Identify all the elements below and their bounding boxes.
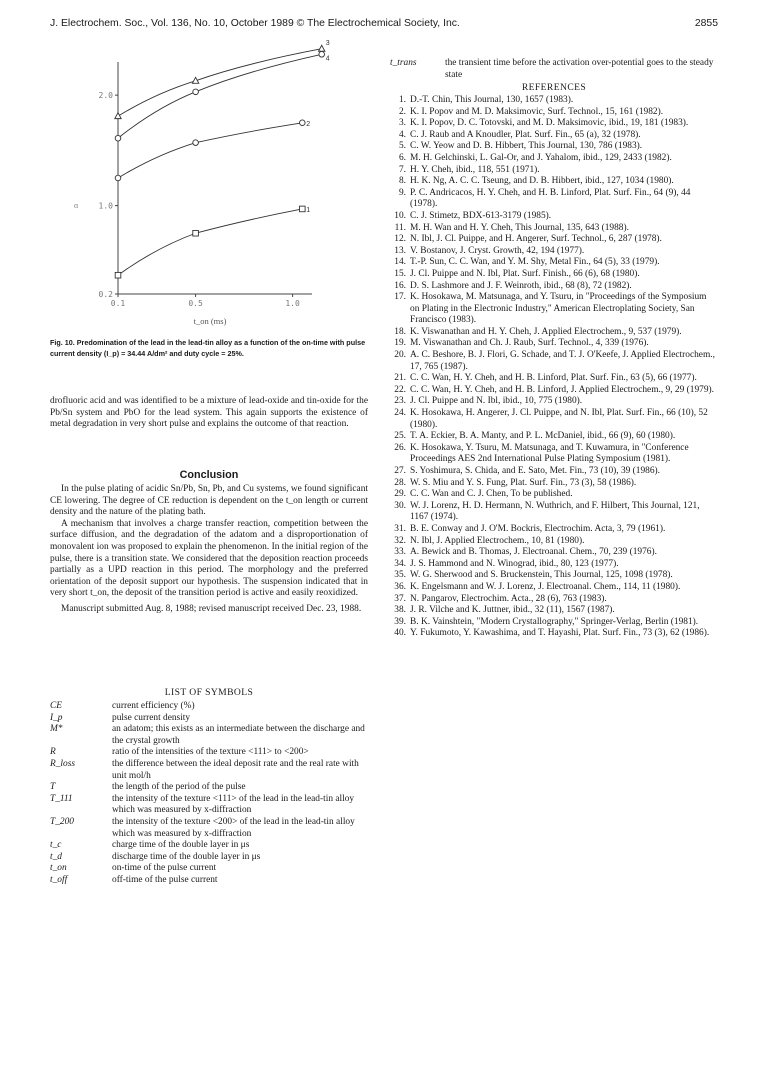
reference-item (390, 547, 718, 559)
series-1 (115, 206, 310, 278)
reference-text: C. J. Raub and A Knoudler, Plat. Surf. Fin., 65 (a), 32 (1978). (410, 129, 641, 140)
reference-text: K. I. Popov, D. C. Totovski, and M. D. Maksimovic, ibid., 19, 181 (1983). (410, 118, 689, 129)
reference-item (390, 536, 718, 548)
reference-number: 5. (398, 141, 406, 152)
reference-item (390, 246, 718, 258)
reference-item (390, 617, 718, 629)
reference-item (390, 524, 718, 536)
reference-item (390, 338, 718, 350)
reference-number: 17. (394, 292, 406, 303)
page-number: 2855 (694, 18, 718, 29)
symbol-name: CE (50, 701, 62, 711)
reference-item (390, 559, 718, 571)
reference-number: 34. (394, 558, 406, 569)
reference-text: M. Viswanathan and Ch. J. Raub, Surf. Technol., 4, 339 (1976). (410, 338, 649, 349)
reference-item (390, 130, 718, 142)
symbol-name: t_trans (390, 58, 417, 68)
reference-text: J. Cl. Puippe and N. Ibl, Plat. Surf. Finish., 66 (6), 68 (1980). (410, 268, 640, 279)
symbol-description: the intensity of the texture <111> of the lead in the lead-tin alloy which was measured by x-diffraction (112, 793, 355, 816)
reference-item (390, 118, 718, 130)
series-label: 3 (325, 39, 330, 47)
reference-item (390, 234, 718, 246)
reference-item (390, 628, 718, 640)
symbol-name: t_off (50, 874, 68, 885)
reference-number: 28. (394, 477, 406, 488)
reference-item (390, 211, 718, 223)
series-2 (115, 120, 310, 181)
symbol-name: T (50, 782, 56, 793)
reference-text: W. J. Lorenz, H. D. Hermann, N. Wuthrich, and F. Hilbert, This Journal, 121, 1167 (1974). (410, 500, 700, 523)
reference-number: 22. (394, 384, 406, 395)
reference-number: 4. (398, 129, 406, 140)
data-point (300, 206, 306, 212)
reference-text: Y. Fukumoto, Y. Kawashima, and T. Hayashi, Plat. Surf. Fin., 73 (3), 62 (1986). (410, 628, 710, 639)
reference-text: K. Hosokawa, H. Angerer, J. Cl. Puippe, and N. Ibl, Plat. Surf. Fin., 66 (10), 52 (1980). (410, 408, 708, 430)
symbols-heading: LIST OF SYMBOLS (164, 687, 254, 698)
symbol-row (50, 817, 368, 840)
running-header (50, 18, 718, 34)
reference-number: 12. (394, 234, 406, 245)
reference-text: K. I. Popov and M. D. Maksimovic, Surf. Technol., 15, 161 (1982). (410, 106, 664, 117)
reference-item (390, 292, 718, 327)
symbol-name: t_on (50, 863, 67, 874)
reference-item (390, 594, 718, 606)
reference-item (390, 466, 718, 478)
x-tick-label: 1.0 (285, 299, 300, 308)
series-line (118, 123, 302, 178)
reference-text: J. Cl. Puippe and N. Ibl, ibid., 10, 775 (1980). (410, 396, 583, 407)
reference-number: 38. (394, 605, 406, 616)
reference-text: K. Hosokawa, M. Matsunaga, and Y. Tsuru, in "Proceedings of the Symposium on Plating in the Electronic Industry," American Electroplating Society, San Francisco (1983). (410, 292, 707, 326)
reference-item (390, 165, 718, 177)
reference-item (390, 396, 718, 408)
symbol-description: the intensity of the texture <200> of the lead in the lead-tin alloy which was measured by x-diffraction (112, 816, 355, 839)
data-point (115, 272, 121, 278)
reference-number: 13. (394, 245, 406, 256)
reference-text: C. C. Wan, H. Y. Cheh, and H. B. Linford, Plat. Surf. Fin., 63 (5), 66 (1977). (410, 373, 697, 384)
y-tick-label: 1.0 (98, 201, 113, 211)
reference-number: 2. (398, 106, 406, 117)
journal-citation: J. Electrochem. Soc., Vol. 136, No. 10, October 1989 © The Electrochemical Society, Inc. (50, 18, 460, 29)
symbol-description: the transient time before the activation over-potential goes to the steady state (445, 58, 714, 80)
symbol-name: R (50, 747, 56, 758)
predomination-chart (50, 39, 368, 332)
reference-text: T. A. Eckier, B. A. Manty, and P. L. McDaniel, ibid., 66 (9), 60 (1980). (410, 431, 676, 442)
reference-text: W. G. Sherwood and S. Bruckenstein, This Journal, 125, 1098 (1978). (410, 570, 673, 581)
reference-text: H. Y. Cheh, ibid., 118, 551 (1971). (410, 164, 540, 175)
data-point (193, 89, 199, 95)
symbol-description: an adatom; this exists as an intermediate between the discharge and the crystal growth (112, 724, 365, 746)
reference-item (390, 408, 718, 431)
reference-number: 35. (394, 570, 406, 581)
reference-text: K. Viswanathan and H. Y. Cheh, J. Applied Electrochem., 9, 537 (1979). (410, 326, 682, 337)
reference-text: A. C. Beshore, B. J. Flori, G. Schade, and T. J. O'Keefe, J. Applied Electrochem., 17, 765 (1987). (410, 350, 715, 372)
reference-text: D.-T. Chin, This Journal, 130, 1657 (1983). (410, 95, 574, 105)
symbol-description: pulse current density (112, 712, 191, 723)
reference-number: 30. (394, 500, 406, 511)
reference-item (390, 443, 718, 466)
data-point (115, 175, 121, 181)
reference-item (390, 489, 718, 501)
data-point (319, 45, 325, 51)
symbol-name: T_200 (50, 816, 74, 827)
reference-number: 33. (394, 547, 406, 558)
reference-item (390, 501, 718, 524)
symbol-description: charge time of the double layer in μs (112, 840, 250, 851)
reference-text: A. Bewick and B. Thomas, J. Electroanal. Chem., 70, 239 (1976). (410, 547, 657, 558)
symbol-description: current efficiency (%) (112, 701, 195, 711)
symbol-name: T_111 (50, 793, 73, 804)
reference-item (390, 582, 718, 594)
reference-number: 21. (394, 373, 406, 384)
reference-text: J. R. Vilche and K. Juttner, ibid., 32 (11), 1567 (1987). (410, 605, 615, 616)
reference-number: 37. (394, 593, 406, 604)
reference-item (390, 385, 718, 397)
reference-item (390, 107, 718, 119)
reference-number: 16. (394, 280, 406, 291)
series-label: 1 (306, 206, 311, 214)
reference-number: 23. (394, 396, 406, 407)
symbol-row (50, 724, 368, 747)
reference-text: S. Yoshimura, S. Chida, and E. Sato, Met. Fin., 73 (10), 39 (1986). (410, 466, 661, 476)
symbol-row (50, 747, 368, 759)
reference-number: 40. (394, 628, 406, 639)
symbol-row (50, 794, 368, 817)
conclusion-heading: Conclusion (179, 469, 239, 481)
reference-item (390, 153, 718, 165)
y-tick-label: 0.2 (98, 290, 113, 299)
reference-number: 6. (398, 152, 406, 163)
symbol-description: ratio of the intensities of the texture <111> to <200> (112, 747, 309, 758)
reference-item (390, 257, 718, 269)
references-heading: REFERENCES (521, 82, 587, 93)
symbol-row (50, 840, 368, 852)
symbols-list (50, 701, 368, 887)
reference-number: 27. (394, 466, 406, 476)
reference-item (390, 431, 718, 443)
reference-number: 20. (394, 350, 406, 361)
reference-text: D. S. Lashmore and J. F. Weinroth, ibid., 68 (8), 72 (1982). (410, 280, 632, 291)
reference-text: M. H. Wan and H. Y. Cheh, This Journal, 135, 643 (1988). (410, 222, 629, 233)
symbol-description: discharge time of the double layer in μs (112, 851, 261, 862)
reference-number: 11. (394, 222, 406, 233)
conclusion-text (50, 484, 368, 616)
reference-text: C. C. Wan, H. Y. Cheh, and H. B. Linford, J. Applied Electrochem., 9, 29 (1979). (410, 384, 714, 395)
series-label: 4 (325, 55, 330, 63)
para-1: drofluoric acid and was identified to be a mixture of lead-oxide and tin-oxide for the Pb/Sn system and PbO for the lead system. This again supports the existence of metal degradation in very short pulse and explains the outcome of that reaction. (50, 396, 368, 430)
reference-number: 32. (394, 535, 406, 546)
symbol-ttrans (390, 58, 718, 81)
data-point (115, 135, 121, 141)
reference-number: 9. (398, 187, 406, 198)
data-point (193, 230, 199, 236)
reference-number: 14. (394, 257, 406, 268)
series-line (118, 209, 302, 275)
symbol-row (50, 875, 368, 887)
reference-number: 19. (394, 338, 406, 349)
para-2: In the pulse plating of acidic Sn/Pb, Sn, Pb, and Cu systems, we found significant CE lowering. The degree of CE reduction is dependent on the t_on length or current density and the nature of the plating bath. (50, 484, 368, 518)
symbol-name: I_p (50, 712, 63, 723)
x-tick-label: 0.5 (188, 299, 203, 308)
reference-item (390, 95, 718, 107)
reference-number: 39. (394, 616, 406, 627)
reference-number: 26. (394, 442, 406, 453)
reference-text: C. C. Wan and C. J. Chen, To be published. (410, 489, 573, 500)
reference-text: V. Bostanov, J. Cryst. Growth, 42, 194 (1977). (410, 245, 585, 256)
reference-text: N. Pangarov, Electrochim. Acta., 28 (6), 763 (1983). (410, 593, 607, 604)
reference-item (390, 269, 718, 281)
reference-text: B. K. Vainshtein, "Modern Crystallography," Springer-Verlag, Berlin (1981). (410, 616, 699, 627)
reference-text: P. C. Andricacos, H. Y. Cheh, and H. B. Linford, Plat. Surf. Fin., 64 (9), 44 (1978). (410, 187, 691, 210)
symbol-row (50, 863, 368, 875)
symbol-row (50, 852, 368, 864)
reference-text: H. K. Ng, A. C. C. Tseung, and D. B. Hibbert, ibid., 127, 1034 (1980). (410, 176, 674, 187)
reference-number: 36. (394, 581, 406, 592)
reference-item (390, 350, 718, 373)
para-4: Manuscript submitted Aug. 8, 1988; revised manuscript received Dec. 23, 1988. (61, 603, 362, 614)
reference-item (390, 223, 718, 235)
symbol-description: the length of the period of the pulse (112, 782, 246, 793)
reference-number: 3. (398, 118, 406, 129)
reference-item (390, 478, 718, 490)
reference-text: C. W. Yeow and D. B. Hibbert, This Journal, 130, 786 (1983). (410, 141, 643, 152)
symbol-description: off-time of the pulse current (112, 874, 218, 885)
reference-item (390, 570, 718, 582)
x-axis-label: t_on (ms) (193, 316, 227, 326)
reference-text: B. E. Conway and J. O'M. Bockris, Electrochim. Acta, 3, 79 (1961). (410, 523, 666, 534)
reference-number: 1. (398, 95, 406, 105)
data-point (300, 120, 306, 126)
series-4 (115, 51, 330, 141)
reference-text: K. Hosokawa, Y. Tsuru, M. Matsunaga, and T. Kuwamura, in "Conference Proceedings AES 2nd International Pulse Plating Symposium (1981). (410, 442, 689, 465)
reference-number: 8. (398, 176, 406, 187)
symbol-description: on-time of the pulse current (112, 863, 217, 874)
reference-item (390, 281, 718, 293)
reference-item (390, 141, 718, 153)
figure-caption: Fig. 10. Predomination of the lead in the lead-tin alloy as a function of the on-time with pulse current density (I_p) = 34.44 A/dm² and duty cycle = 25%. (50, 338, 366, 358)
reference-text: N. Ibl, J. Cl. Puippe, and H. Angerer, Surf. Technol., 6, 287 (1978). (410, 234, 662, 245)
figure-10 (50, 39, 368, 332)
reference-item (390, 188, 718, 211)
reference-number: 7. (398, 164, 406, 175)
symbol-description: the difference between the ideal deposit rate and the real rate with unit mol/h (112, 758, 359, 781)
y-tick-label: 2.0 (98, 91, 113, 101)
data-point (115, 113, 121, 119)
reference-number: 25. (394, 431, 406, 442)
symbol-row (50, 701, 368, 713)
series-label: 2 (306, 120, 311, 128)
reference-text: K. Engelsmann and W. J. Lorenz, J. Electroanal. Chem., 114, 11 (1980). (410, 581, 681, 592)
reference-number: 15. (394, 268, 406, 279)
reference-number: 24. (394, 408, 406, 419)
body-paragraph-1 (50, 396, 368, 431)
reference-number: 10. (394, 210, 406, 221)
reference-number: 18. (394, 326, 406, 337)
symbol-name: t_c (50, 840, 62, 851)
series-line (118, 54, 322, 138)
symbol-row (50, 782, 368, 794)
reference-item (390, 176, 718, 188)
reference-text: W. S. Miu and Y. S. Fung, Plat. Surf. Fin., 73 (3), 58 (1986). (410, 477, 637, 488)
reference-text: N. Ibl, J. Applied Electrochem., 10, 81 (1980). (410, 535, 585, 546)
symbol-row (50, 713, 368, 725)
symbol-name: R_loss (50, 758, 76, 769)
reference-item (390, 605, 718, 617)
data-point (319, 51, 325, 57)
data-point (193, 140, 199, 146)
reference-text: J. S. Hammond and N. Winograd, ibid., 80, 123 (1977). (410, 558, 619, 569)
symbol-row (50, 759, 368, 782)
symbol-name: t_d (50, 851, 62, 862)
reference-text: C. J. Stimetz, BDX-613-3179 (1985). (410, 210, 552, 221)
x-tick-label: 0.1 (110, 299, 126, 308)
reference-number: 31. (394, 523, 406, 534)
symbol-name: M* (50, 724, 63, 735)
reference-text: M. H. Gelchinski, L. Gal-Or, and J. Yahalom, ibid., 129, 2433 (1982). (410, 152, 672, 163)
references-list (390, 95, 718, 640)
series-3 (115, 40, 330, 119)
y-axis-label: α (74, 201, 79, 210)
reference-item (390, 327, 718, 339)
reference-text: T.-P. Sun, C. C. Wan, and Y. M. Shy, Metal Fin., 64 (5), 33 (1979). (410, 257, 660, 268)
para-3: A mechanism that involves a charge transfer reaction, competition between the surface diffusion, and the degradation of the adatom and a disproportionation of monovalent ion was proposed to explain the phenomenon. In the initial region of the pulse, there is a transition state. We considered that the deposition reaction proceeds partially as a UPD reaction in this period. The morphology and the preferred orientation of the deposit support our hypothesis. The suspension indicated that in very short t_on, the deposit of the transition period is active and easily reoxidized. (50, 518, 368, 599)
reference-item (390, 373, 718, 385)
reference-number: 29. (394, 489, 406, 500)
